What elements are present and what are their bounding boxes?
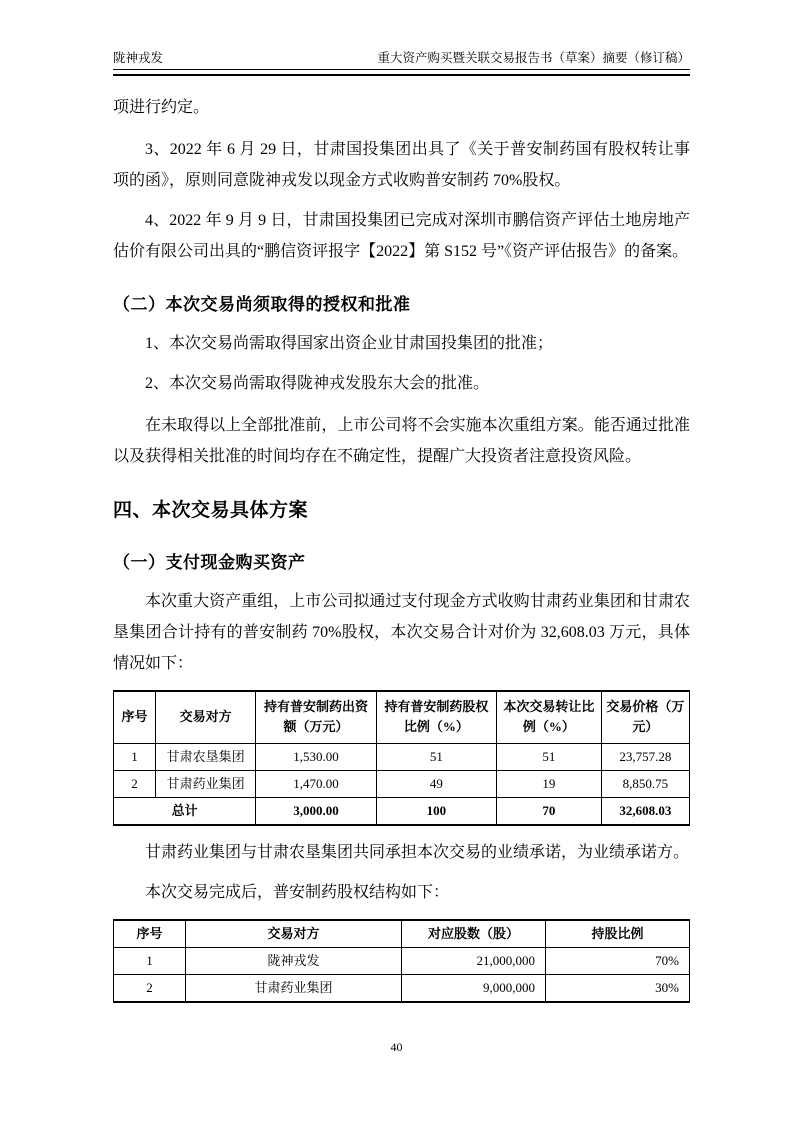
purchase-consideration-table [113, 690, 690, 826]
page-number: 40 [390, 1040, 403, 1054]
cell-index: 2 [114, 770, 156, 797]
cell-counterparty: 甘肃农垦集团 [156, 743, 256, 770]
table-row [114, 743, 690, 770]
table-header-row [114, 691, 690, 743]
chapter-heading-plan: 四、本次交易具体方案 [113, 500, 309, 521]
col-header-holding-ratio: 持股比例 [546, 920, 690, 948]
running-header [113, 50, 690, 70]
cell-total-price: 32,608.03 [601, 797, 689, 825]
col-header-price: 交易价格（万元） [601, 691, 689, 743]
table-row [114, 770, 690, 797]
header-report-title: 重大资产购买暨关联交易报告书（草案）摘要（修订稿） [377, 51, 690, 65]
cell-transfer-ratio: 19 [497, 770, 602, 797]
equity-structure-table [113, 919, 690, 1003]
col-header-transfer-ratio: 本次交易转让比例（%） [497, 691, 602, 743]
cell-price: 8,850.75 [601, 770, 689, 797]
section-heading-authorization: （二）本次交易尚须取得的授权和批准 [113, 295, 411, 314]
cell-total-transfer-ratio: 70 [497, 797, 602, 825]
header-divider [113, 70, 690, 76]
paragraph-item-3: 3、2022 年 6 月 29 日，甘肃国投集团出具了《关于普安制药国有股权转让事项的函》，原则同意陇神戎发以现金方式收购普安制药 70%股权。 [113, 141, 690, 189]
cell-equity-ratio: 49 [376, 770, 496, 797]
paragraph-approval-2: 2、本次交易尚需取得陇神戎发股东大会的批准。 [145, 375, 490, 392]
table-row [114, 947, 690, 974]
header-company-name: 陇神戎发 [113, 51, 164, 65]
col-header-capital: 持有普安制药出资额（万元） [256, 691, 376, 743]
cell-counterparty: 甘肃药业集团 [156, 770, 256, 797]
col-header-equity-ratio: 持有普安制药股权比例（%） [376, 691, 496, 743]
section-heading-cash-purchase: （一）支付现金购买资产 [113, 553, 306, 572]
cell-capital: 1,530.00 [256, 743, 376, 770]
cell-shares: 21,000,000 [402, 947, 546, 974]
cell-index: 1 [114, 947, 186, 974]
cell-capital: 1,470.00 [256, 770, 376, 797]
col-header-index: 序号 [114, 920, 186, 948]
paragraph-risk-note: 在未取得以上全部批准前，上市公司将不会实施本次重组方案。能否通过批准以及获得相关批准的时间均存在不确定性，提醒广大投资者注意投资风险。 [113, 417, 690, 465]
paragraph-continuation: 项进行约定。 [113, 99, 210, 116]
col-header-index: 序号 [114, 691, 156, 743]
cell-transfer-ratio: 51 [497, 743, 602, 770]
cell-total-label: 总计 [114, 797, 256, 825]
cell-index: 1 [114, 743, 156, 770]
paragraph-approval-1: 1、本次交易尚需取得国家出资企业甘肃国投集团的批准； [145, 335, 554, 352]
cell-index: 2 [114, 974, 186, 1002]
table-header-row [114, 920, 690, 948]
col-header-shares: 对应股数（股） [402, 920, 546, 948]
paragraph-plan-detail: 本次重大资产重组，上市公司拟通过支付现金方式收购甘肃药业集团和甘肃农垦集团合计持有的普安制药 70%股权，本次交易合计对价为 32,608.03 万元，具体情况如下： [113, 593, 690, 672]
cell-counterparty: 甘肃药业集团 [186, 974, 402, 1002]
paragraph-performance-promise: 甘肃药业集团与甘肃农垦集团共同承担本次交易的业绩承诺，为业绩承诺方。 [145, 843, 690, 861]
cell-price: 23,757.28 [601, 743, 689, 770]
cell-holding-ratio: 30% [546, 974, 690, 1002]
col-header-counterparty: 交易对方 [186, 920, 402, 948]
cell-total-equity-ratio: 100 [376, 797, 496, 825]
cell-counterparty: 陇神戎发 [186, 947, 402, 974]
col-header-counterparty: 交易对方 [156, 691, 256, 743]
paragraph-item-4: 4、2022 年 9 月 9 日，甘肃国投集团已完成对深圳市鹏信资产评估土地房地产估价有限公司出具的“鹏信资评报字【2022】第 S152 号”《资产评估报告》的备案。 [113, 212, 690, 260]
cell-total-capital: 3,000.00 [256, 797, 376, 825]
cell-equity-ratio: 51 [376, 743, 496, 770]
cell-shares: 9,000,000 [402, 974, 546, 1002]
paragraph-equity-structure-intro: 本次交易完成后，普安制药股权结构如下： [145, 883, 450, 901]
table-row [114, 974, 690, 1002]
cell-holding-ratio: 70% [546, 947, 690, 974]
table-total-row [114, 797, 690, 825]
